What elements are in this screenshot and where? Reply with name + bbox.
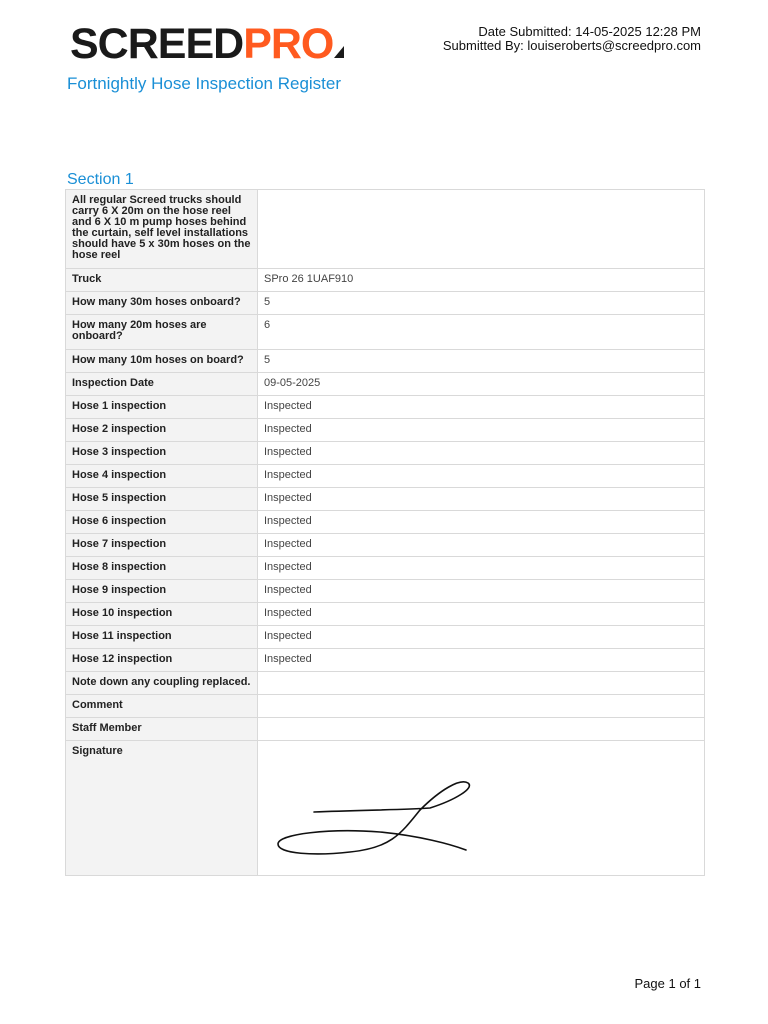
table-row xyxy=(66,626,705,649)
table-row xyxy=(66,396,705,419)
hose-3-value: Inspected xyxy=(258,442,705,465)
truck-value: SPro 26 1UAF910 xyxy=(258,269,705,292)
signature-label: Signature xyxy=(66,741,258,876)
staff-member-label: Staff Member xyxy=(66,718,258,741)
logo-triangle-icon xyxy=(334,46,344,58)
hose-7-label: Hose 7 inspection xyxy=(66,534,258,557)
hose-1-value: Inspected xyxy=(258,396,705,419)
hose-12-label: Hose 12 inspection xyxy=(66,649,258,672)
logo-pro-text: PRO xyxy=(243,20,334,68)
table-row xyxy=(66,649,705,672)
comment-label: Comment xyxy=(66,695,258,718)
inspection-table xyxy=(65,189,705,876)
screedpro-logo xyxy=(70,20,344,68)
table-row xyxy=(66,419,705,442)
hose-5-label: Hose 5 inspection xyxy=(66,488,258,511)
hose-1-label: Hose 1 inspection xyxy=(66,396,258,419)
hose-4-value: Inspected xyxy=(258,465,705,488)
hose-4-label: Hose 4 inspection xyxy=(66,465,258,488)
hose-7-value: Inspected xyxy=(258,534,705,557)
hose-9-value: Inspected xyxy=(258,580,705,603)
hoses-20m-value: 6 xyxy=(258,315,705,350)
table-row xyxy=(66,718,705,741)
hoses-10m-value: 5 xyxy=(258,350,705,373)
table-row xyxy=(66,373,705,396)
document-title: Fortnightly Hose Inspection Register xyxy=(67,74,342,93)
coupling-label: Note down any coupling replaced. xyxy=(66,672,258,695)
table-row xyxy=(66,534,705,557)
date-submitted: Date Submitted: 14-05-2025 12:28 PM xyxy=(478,24,701,39)
section-title: Section 1 xyxy=(67,171,134,188)
hose-5-value: Inspected xyxy=(258,488,705,511)
comment-value xyxy=(258,695,705,718)
table-row xyxy=(66,292,705,315)
hose-2-label: Hose 2 inspection xyxy=(66,419,258,442)
table-row xyxy=(66,442,705,465)
table-row xyxy=(66,672,705,695)
table-row xyxy=(66,269,705,292)
hoses-10m-label: How many 10m hoses on board? xyxy=(66,350,258,373)
truck-label: Truck xyxy=(66,269,258,292)
coupling-value xyxy=(258,672,705,695)
signature-cell xyxy=(258,741,705,876)
table-row xyxy=(66,350,705,373)
hose-8-value: Inspected xyxy=(258,557,705,580)
table-row xyxy=(66,603,705,626)
hose-10-label: Hose 10 inspection xyxy=(66,603,258,626)
table-row xyxy=(66,741,705,876)
hose-10-value: Inspected xyxy=(258,603,705,626)
hoses-20m-label: How many 20m hoses are onboard? xyxy=(66,315,258,350)
hoses-30m-value: 5 xyxy=(258,292,705,315)
staff-member-value xyxy=(258,718,705,741)
inspection-date-value: 09-05-2025 xyxy=(258,373,705,396)
table-row xyxy=(66,488,705,511)
signature-image xyxy=(270,780,480,870)
inspection-date-label: Inspection Date xyxy=(66,373,258,396)
hose-6-label: Hose 6 inspection xyxy=(66,511,258,534)
submission-meta xyxy=(443,25,701,53)
table-row xyxy=(66,190,705,269)
table-row xyxy=(66,557,705,580)
submitted-by: Submitted By: louiseroberts@screedpro.com xyxy=(442,38,701,53)
hose-8-label: Hose 8 inspection xyxy=(66,557,258,580)
table-row xyxy=(66,315,705,350)
page-number: Page 1 of 1 xyxy=(634,976,701,991)
hoses-30m-label: How many 30m hoses onboard? xyxy=(66,292,258,315)
hose-9-label: Hose 9 inspection xyxy=(66,580,258,603)
intro-label: All regular Screed trucks should carry 6 X 20m on the hose reel and 6 X 10 m pump hoses behind the curtain, self level installations should have 5 x 30m hoses on the hose reel xyxy=(66,190,258,269)
hose-3-label: Hose 3 inspection xyxy=(66,442,258,465)
table-row xyxy=(66,580,705,603)
logo-screed-text: SCREED xyxy=(70,20,244,68)
hose-6-value: Inspected xyxy=(258,511,705,534)
table-row xyxy=(66,511,705,534)
hose-11-label: Hose 11 inspection xyxy=(66,626,258,649)
hose-2-value: Inspected xyxy=(258,419,705,442)
hose-12-value: Inspected xyxy=(258,649,705,672)
table-row xyxy=(66,695,705,718)
table-row xyxy=(66,465,705,488)
hose-11-value: Inspected xyxy=(258,626,705,649)
intro-value xyxy=(258,190,705,269)
